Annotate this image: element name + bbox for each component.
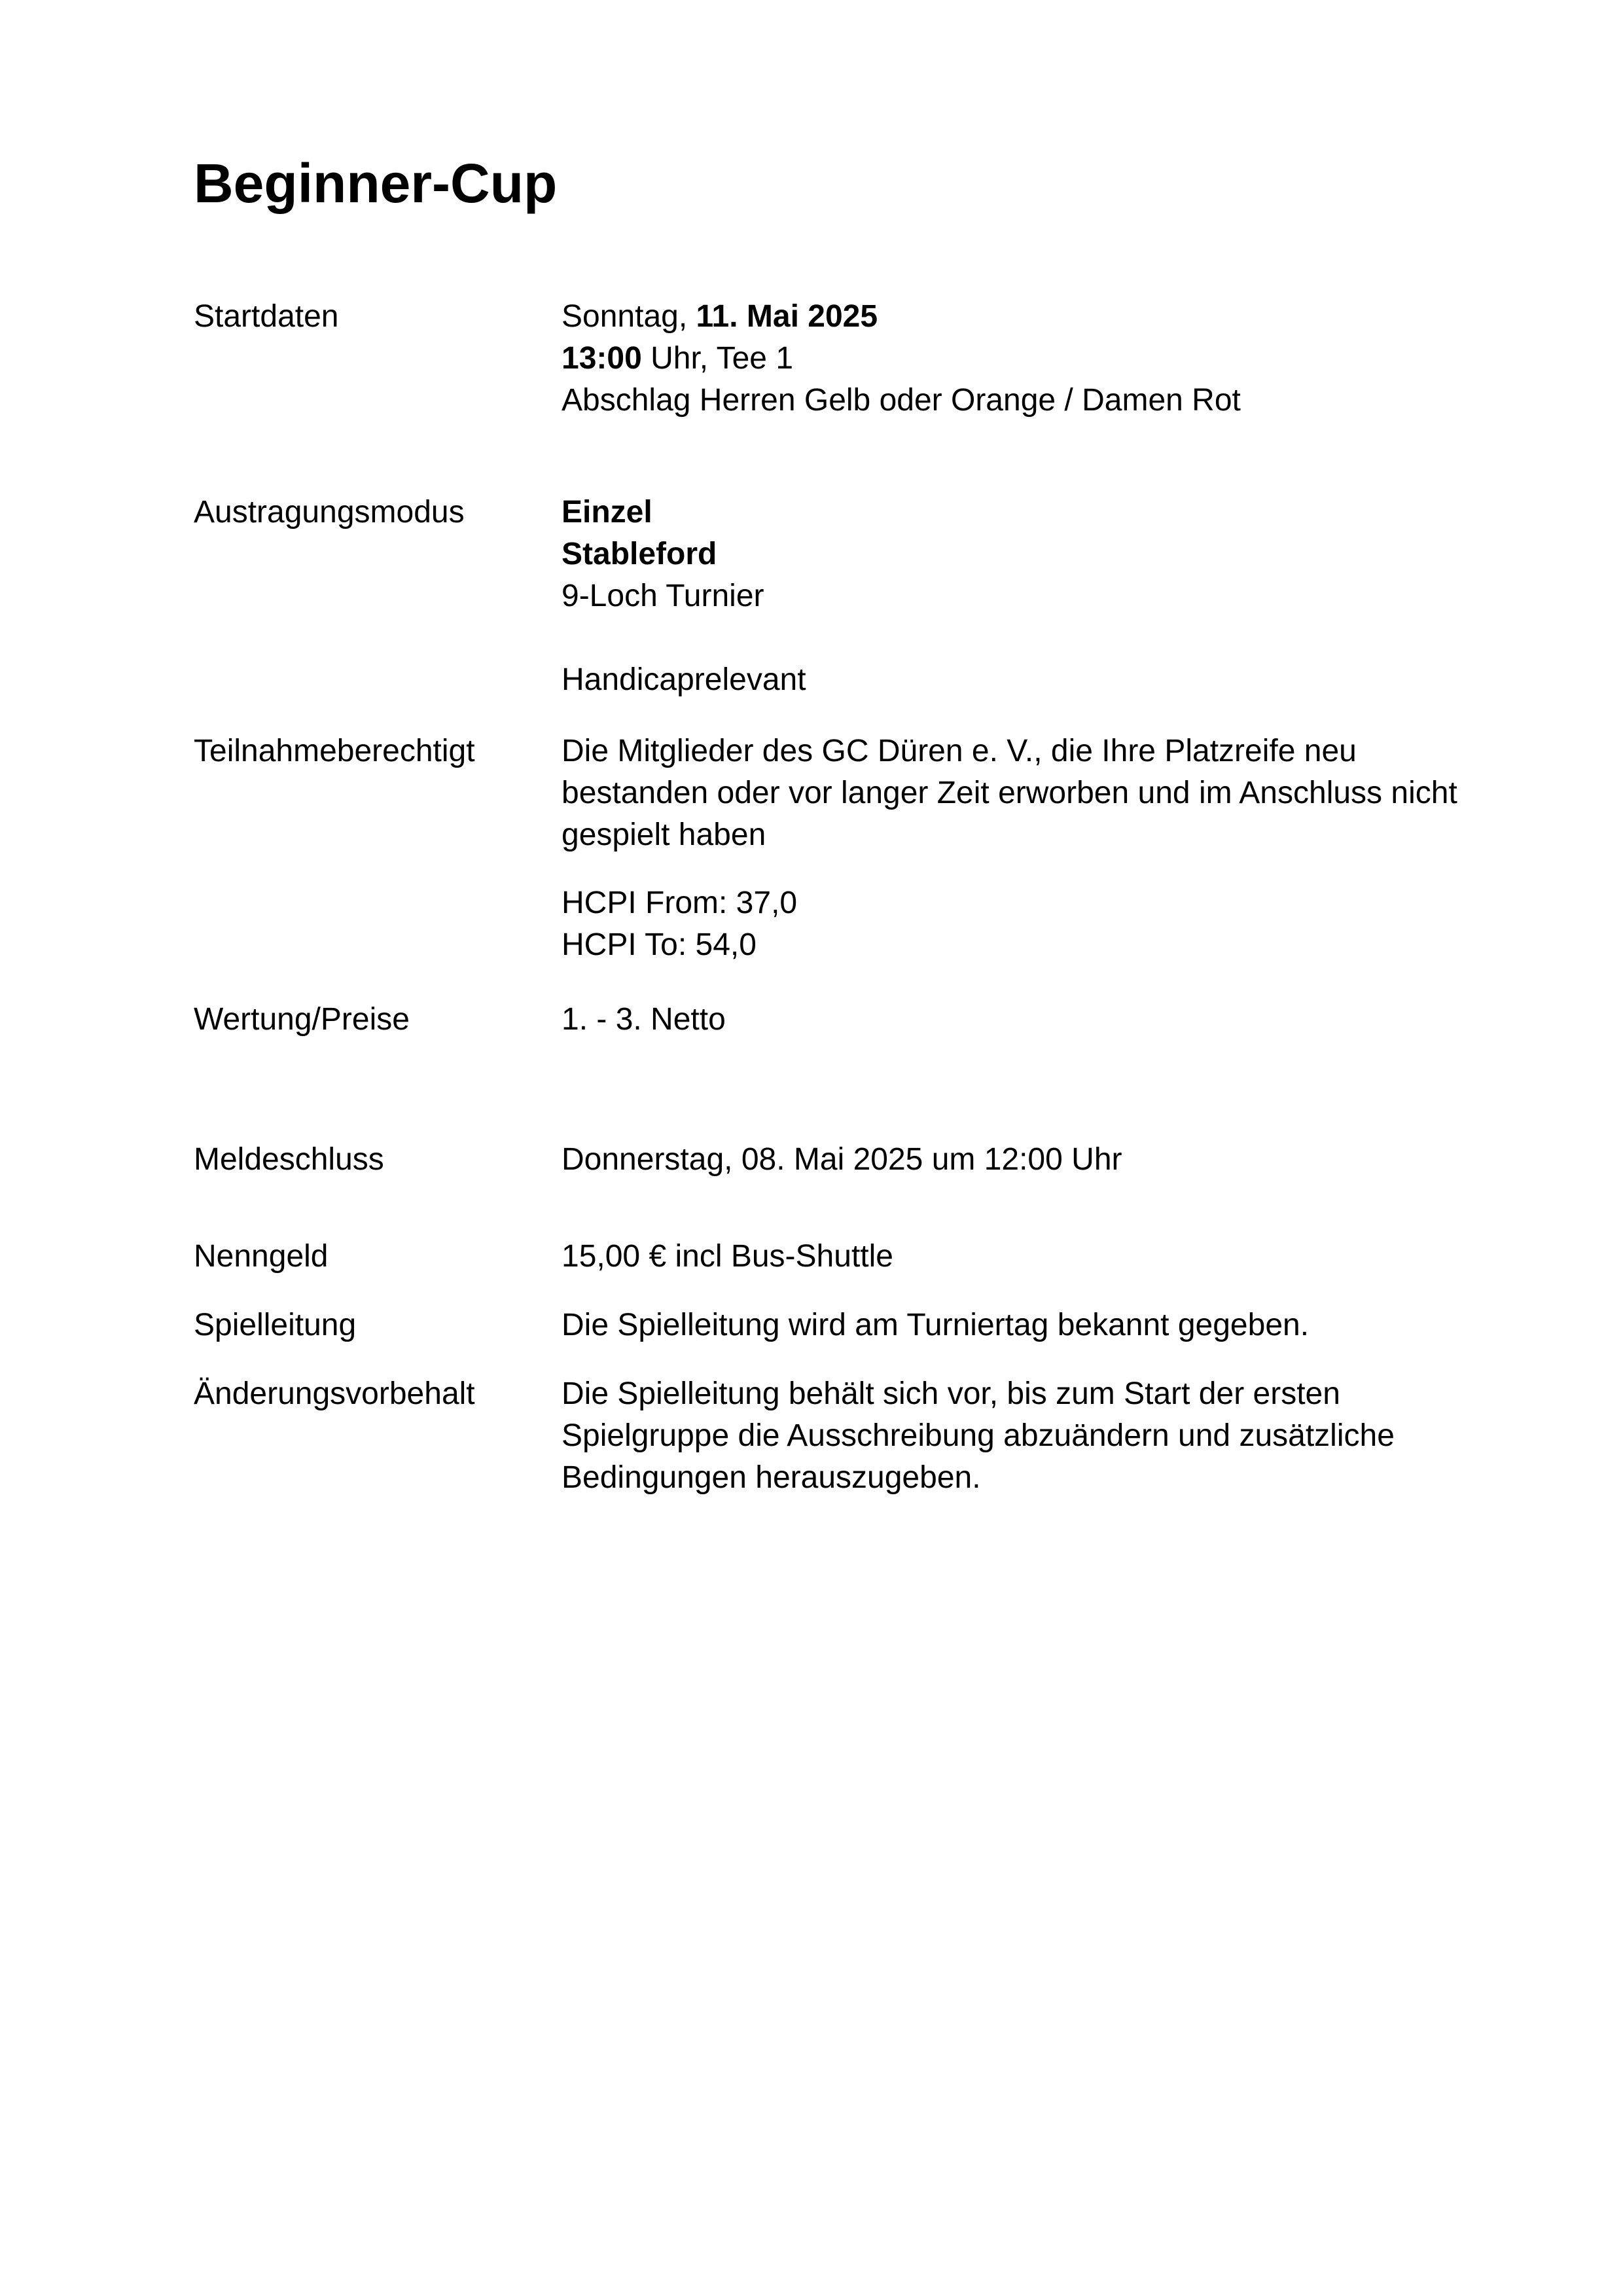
hcpi-from: HCPI From: 37,0 <box>562 886 798 920</box>
startdaten-value <box>562 296 1476 422</box>
teilnahme-text: Die Mitglieder des GC Düren e. V., die Ihre Platzreife neu bestanden oder vor langer Zeit erworben und im Anschluss nicht gespielt haben <box>562 734 1457 852</box>
aenderung-text: Die Spielleitung behält sich vor, bis zum Start der ersten Spielgruppe die Ausschreibung abzuändern und zusätzliche Bedingungen herauszugeben. <box>562 1376 1395 1495</box>
meldeschluss-value <box>562 1139 1476 1181</box>
startdaten-label: Startdaten <box>194 299 339 334</box>
meldeschluss-label: Meldeschluss <box>194 1142 384 1177</box>
wertung-value <box>562 999 1476 1041</box>
page-title: Beginner-Cup <box>194 152 558 214</box>
start-weekday: Sonntag, <box>562 299 696 334</box>
start-time-line <box>562 338 1476 380</box>
nenngeld-text: 15,00 € incl Bus-Shuttle <box>562 1239 893 1274</box>
wertung-text: 1. - 3. Netto <box>562 1002 726 1037</box>
tee-info: Abschlag Herren Gelb oder Orange / Damen Rot <box>562 383 1241 418</box>
aenderung-label: Änderungsvorbehalt <box>194 1376 475 1411</box>
nenngeld-label: Nenngeld <box>194 1239 329 1274</box>
spielleitung-text: Die Spielleitung wird am Turniertag bekannt gegeben. <box>562 1308 1310 1342</box>
modus-value <box>562 492 1476 701</box>
start-date: 11. Mai 2025 <box>696 299 878 334</box>
aenderung-value <box>562 1373 1476 1499</box>
modus-form: Einzel <box>562 495 652 529</box>
wertung-label: Wertung/Preise <box>194 1002 410 1037</box>
modus-holes: 9-Loch Turnier <box>562 579 764 613</box>
modus-label: Austragungsmodus <box>194 495 465 529</box>
spielleitung-value <box>562 1304 1476 1346</box>
start-tee: Uhr, Tee 1 <box>641 341 794 376</box>
modus-handicap: Handicaprelevant <box>562 662 806 697</box>
nenngeld-value <box>562 1236 1476 1278</box>
meldeschluss-text: Donnerstag, 08. Mai 2025 um 12:00 Uhr <box>562 1142 1122 1177</box>
modus-scoring: Stableford <box>562 537 717 571</box>
start-time: 13:00 <box>562 341 642 376</box>
teilnahme-label: Teilnahmeberechtigt <box>194 734 475 768</box>
hcpi-to: HCPI To: 54,0 <box>562 927 757 962</box>
spielleitung-label: Spielleitung <box>194 1308 357 1342</box>
teilnahme-value <box>562 730 1476 966</box>
start-date-line <box>562 296 1476 338</box>
